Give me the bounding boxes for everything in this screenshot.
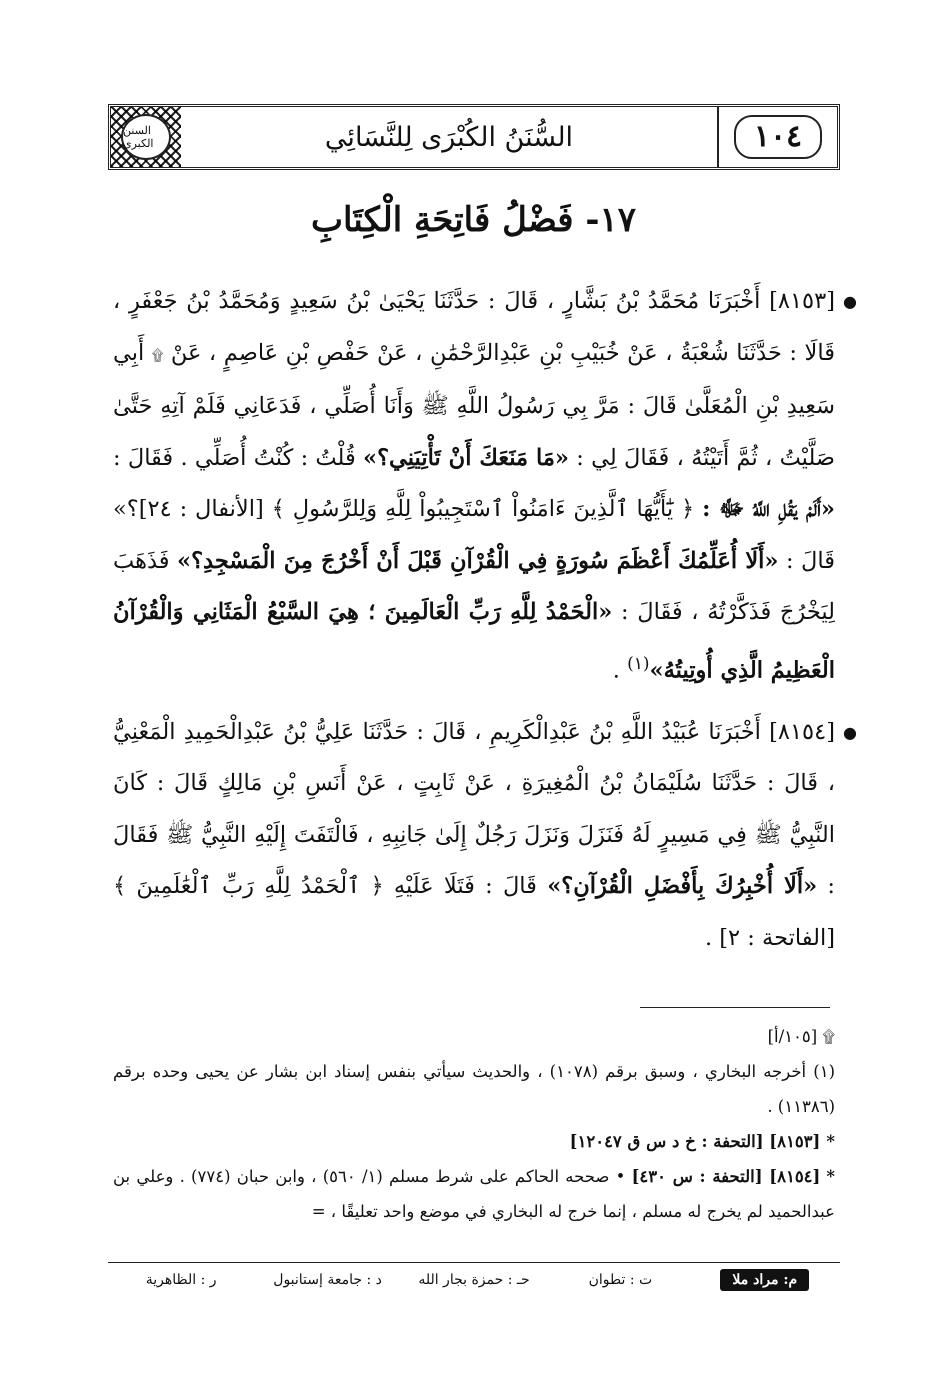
takhrij-text: [٨١٥٤] [التحفة : س ٤٣٠] (631, 1167, 821, 1186)
chapter-title: ١٧- فَضْلُ فَاتِحَةِ الْكِتَابِ (310, 200, 637, 240)
takhrij-8154 (113, 1159, 835, 1229)
hadith-number: [٨١٥٤] (769, 718, 835, 745)
bullet-icon: • (615, 1167, 626, 1186)
manuscript-d: د : جامعة إستانبول (273, 1271, 382, 1288)
footnotes (113, 1019, 835, 1229)
prophetic-quote: «أَلَا أُخْبِرُكَ بِأَفْضَلِ الْقُرْآنِ؟» (547, 873, 818, 899)
manuscript-marker-icon: ۩ (151, 345, 164, 364)
hadith-text: قُلْتُ : كُنْتُ أُصَلِّي . فَقَالَ : (113, 444, 356, 471)
page-header (108, 104, 840, 170)
takhrij-text: [٨١٥٣] [التحفة : خ د س ق ١٢٠٤٧] (569, 1132, 821, 1151)
quran-verse: ﴿ يَٰٓأَيُّهَا ٱلَّذِينَ ءَامَنُواْ ٱسْتَجِيبُواْ لِلَّهِ وَلِلرَّسُولِ ﴾ [الأنفال : ٢٤]؟» قَالَ : (113, 496, 835, 574)
star-icon: * (826, 1167, 835, 1186)
bullet-icon: ● (843, 292, 857, 311)
takhrij-note: صححه الحاكم على شرط مسلم (١/ ٥٦٠) ، وابن حبان (٧٧٤) . وعلي بن عبدالحميد لم يخرج له مسلم ، إنما خرج له البخاري في موضع واحد تعليقًا ، = (113, 1167, 835, 1221)
footnote-ref: (١) (627, 653, 650, 674)
prophetic-quote: «أَلَا أُعَلِّمُكَ أَعْظَمَ سُورَةٍ فِي الْقُرْآنِ قَبْلَ أَنْ أَخْرُجَ مِنَ الْمَسْجِدِ؟» (177, 547, 779, 574)
manuscript-r: ر : الظاهرية (145, 1271, 217, 1288)
footnote-1: (١) أخرجه البخاري ، وسبق برقم (١٠٧٨) ، والحديث سيأتي بنفس إسناد ابن بشار عن يحيى وحده برقم (١١٣٨٦) . (113, 1062, 835, 1116)
hadith-text: أَخْبَرَنَا عُبَيْدُ اللَّهِ بْنُ عَبْدِالْكَرِيمِ ، قَالَ : حَدَّثَنَا عَلِيُّ بْنُ عَبْدِالْحَمِيدِ الْمَعْنِيُّ ، قَالَ : حَدَّثَنَا سُلَيْمَانُ بْنُ الْمُغِيرَةِ ، عَنْ ثَابِتٍ ، عَنْ أَنَسِ بْنِ مَالِكٍ قَالَ : كَانَ النَّبِيُّ ﷺ فِي مَسِيرٍ لَهُ فَنَزَلَ وَنَزَلَ رَجُلٌ إِلَىٰ جَانِبِهِ ، فَالْتَفَتَ إِلَيْهِ النَّبِيُّ ﷺ فَقَالَ : (113, 718, 836, 899)
prophetic-quote: «أَلَمْ يَقُلِ اللَّهُ ﷻ : (702, 496, 835, 522)
manuscript-m (694, 1272, 840, 1288)
hadith-number: [٨١٥٣] (769, 288, 836, 314)
bullet-icon: ● (843, 722, 857, 742)
page-number-frame (717, 107, 837, 167)
page-number: ١٠٤ (734, 115, 822, 159)
manuscript-folio-ref: ۩ [١٠٥/أ] (767, 1027, 835, 1046)
hadith-text: أَخْبَرَنَا مُحَمَّدُ بْنُ بَشَّارٍ ، قَالَ : حَدَّثَنَا يَحْيَىٰ بْنُ سَعِيدٍ وَمُحَمَّدُ بْنُ جَعْفَرٍ ، قَالَا : حَدَّثَنَا شُعْبَةُ ، عَنْ خُبَيْبِ بْنِ عَبْدِالرَّحْمَٰنِ ، عَنْ حَفْصِ بْنِ عَاصِمٍ ، عَنْ (113, 288, 835, 366)
prophetic-quote: «مَا مَنَعَكَ أَنْ تَأْتِيَنِي؟» (363, 444, 569, 471)
emblem-icon: السنن الكبرى (121, 114, 171, 160)
hadith-end: . (612, 657, 620, 683)
manuscript-badge: م: مراد ملا (720, 1269, 809, 1291)
book-emblem (111, 107, 181, 167)
hadith-8153 (113, 276, 857, 697)
book-title: السُّنَنُ الكُبْرَى لِلنَّسَائِي (324, 121, 574, 153)
star-icon: * (826, 1132, 835, 1151)
hadith-text: قَالَ : فَتَلَا عَلَيْهِ ﴿ ٱلْحَمْدُ لِلَّهِ رَبِّ ٱلْعَٰلَمِينَ ﴾ [الفاتحة : ٢] . (113, 873, 835, 951)
footnote-divider (640, 1007, 830, 1008)
hadith-8154 (113, 707, 857, 965)
hadith-text: أَبِي سَعِيدِ بْنِ الْمُعَلَّىٰ قَالَ : مَرَّ بِي رَسُولُ اللَّهِ ﷺ وَأَنَا أُصَلِّي ، فَدَعَانِي فَلَمْ آتِهِ حَتَّىٰ صَلَّيْتُ ، ثُمَّ أَتَيْتُهُ ، فَقَالَ لِي : (113, 339, 836, 471)
main-text (113, 276, 857, 974)
manuscript-h: حـ : حمزة بجار الله (418, 1271, 530, 1288)
hadith-text: فَذَهَبَ لِيَخْرُجَ فَذَكَّرْتُهُ ، فَقَالَ : (113, 547, 835, 625)
manuscript-t: ت : تطوان (588, 1271, 653, 1288)
prophetic-quote: «الْحَمْدُ لِلَّهِ رَبِّ الْعَالَمِينَ ؛ هِيَ السَّبْعُ الْمَثَانِي وَالْقُرْآنُ الْعَظِيمُ الَّذِي أُوتِيتُهُ» (113, 599, 835, 683)
takhrij-8153 (113, 1124, 835, 1159)
manuscripts-legend (108, 1262, 840, 1296)
